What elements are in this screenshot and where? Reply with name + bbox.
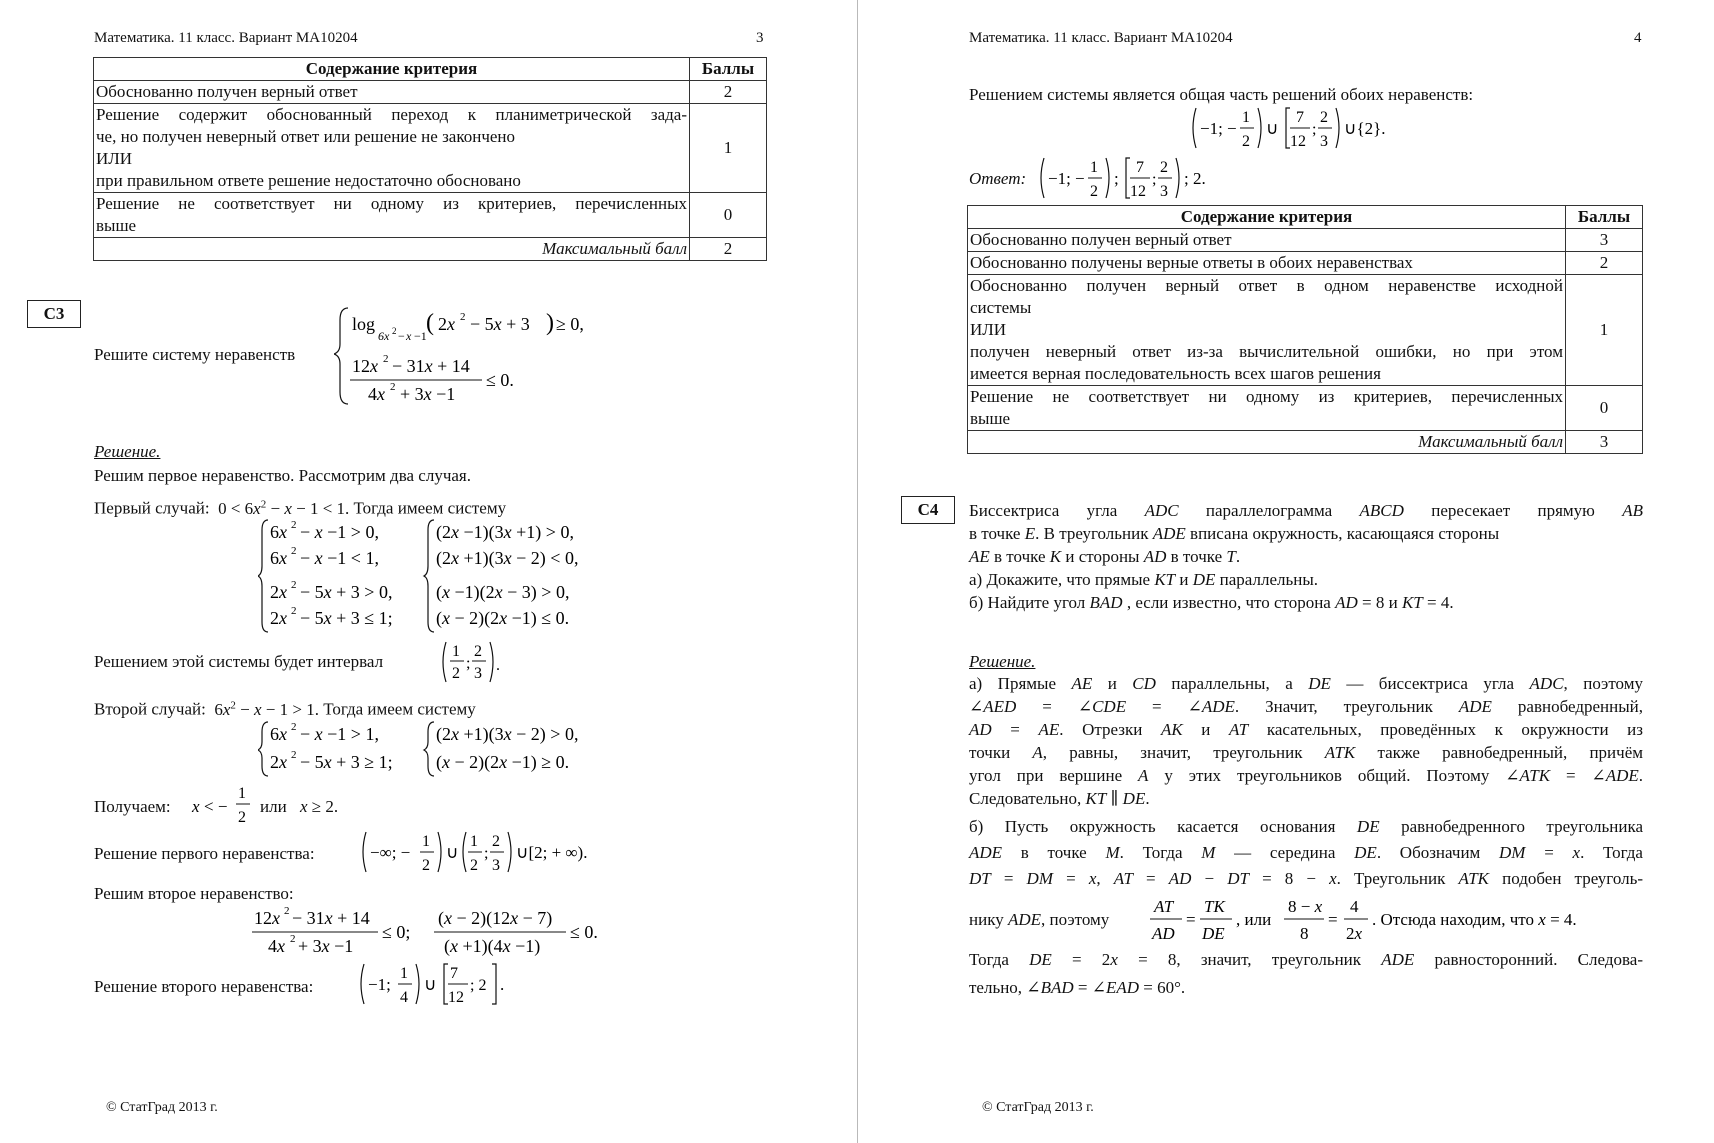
svg-text:AD: AD <box>1152 924 1175 943</box>
svg-text:12: 12 <box>1290 133 1306 150</box>
svg-text:≤ 0.: ≤ 0. <box>570 922 598 942</box>
c4-part-a-text: а) Докажите, что прямые <box>969 570 1151 589</box>
svg-text:−: − <box>398 329 405 343</box>
svg-text:log: log <box>352 314 376 334</box>
svg-text:12: 12 <box>1130 183 1146 200</box>
solution-heading: Решение. <box>969 652 1036 671</box>
svg-text:(x +1)(4x −1): (x +1)(4x −1) <box>444 936 541 956</box>
svg-text:1: 1 <box>470 833 478 850</box>
svg-text:6x: 6x <box>270 548 287 568</box>
criterion-line: Обоснованно получен верный ответ в одном неравенстве исходной <box>970 276 1563 295</box>
col-criterion-header: Содержание критерия <box>94 58 690 81</box>
svg-text:2: 2 <box>290 933 296 945</box>
svg-text:;: ; <box>484 845 489 862</box>
svg-text:;: ; <box>1152 171 1157 188</box>
svg-text:+ 3x −1: + 3x −1 <box>400 384 456 404</box>
svg-text:∪[2; + ∞).: ∪[2; + ∞). <box>516 843 588 862</box>
col-points-header: Баллы <box>690 58 767 81</box>
svg-text:2: 2 <box>390 381 396 393</box>
svg-text:6x: 6x <box>378 329 390 343</box>
table-row <box>94 81 767 104</box>
svg-text:−1;: −1; <box>368 975 391 994</box>
criterion-line: Решение не соответствует ни одному из критериев, перечисленных <box>96 194 687 213</box>
solution-line: нику ADE, поэтому <box>969 910 1110 929</box>
c4-part-a: а) Докажите, что прямые KT и DE параллельны. <box>969 570 1319 589</box>
solution-line: тельно, ∠BAD = ∠EAD = 60°. <box>969 978 1186 997</box>
task-label-c4: С4 <box>901 496 955 524</box>
svg-text:;: ; <box>1114 169 1119 188</box>
svg-text:x: x <box>192 797 200 816</box>
solution-paragraph: Решим первое неравенство. Рассмотрим два случая. <box>94 466 471 485</box>
svg-text:;: ; <box>1312 121 1317 138</box>
svg-text:≥ 0,: ≥ 0, <box>556 314 584 334</box>
svg-text:< −: < − <box>204 797 228 816</box>
second-inequality-formula <box>248 900 628 960</box>
svg-text:x: x <box>406 329 412 343</box>
svg-text:6x: 6x <box>270 522 287 542</box>
svg-text:;: ; <box>466 655 471 672</box>
page-number: 4 <box>1634 30 1642 46</box>
criteria-table <box>967 205 1643 454</box>
solution-paragraph: Второй случай: $6x^2 - x - 1 > 1$. Тогда имеем систему <box>94 699 476 719</box>
page-4 <box>858 0 1714 1143</box>
svg-text:− 5x + 3: − 5x + 3 <box>470 314 530 334</box>
c4-statement-line: Биссектриса угла ADC параллелограмма ABCD пересекает прямую AB <box>969 501 1643 520</box>
svg-text:3: 3 <box>1320 133 1328 150</box>
svg-text:− 5x + 3 > 0,: − 5x + 3 > 0, <box>300 582 393 602</box>
max-score-value: 3 <box>1566 431 1643 454</box>
solution-line: б) Пусть окружность касается основания DE равнобедренного треугольника <box>969 817 1643 836</box>
table-row <box>968 252 1643 275</box>
svg-text:2: 2 <box>460 311 466 323</box>
svg-text:; 2: ; 2 <box>470 977 487 994</box>
criterion-line: ИЛИ <box>96 149 133 168</box>
svg-text:− 5x + 3 ≥ 1;: − 5x + 3 ≥ 1; <box>300 752 393 772</box>
case1-system-formula <box>258 516 618 636</box>
solution-line: ADE в точке M. Тогда M — середина DE. Обозначим DM = x. Тогда <box>969 843 1643 862</box>
svg-text:− 31x + 14: − 31x + 14 <box>292 908 370 928</box>
svg-text:=: = <box>1186 910 1196 929</box>
svg-text:2: 2 <box>492 833 500 850</box>
c4-part-b: б) Найдите угол BAD , если известно, что сторона AD = 8 и KT = 4. <box>969 593 1454 612</box>
solution-line: Следовательно, KT ∥ DE. <box>969 789 1150 808</box>
svg-text:− 5x + 3 ≤ 1;: − 5x + 3 ≤ 1; <box>300 608 393 628</box>
c4-part-b-text: б) Найдите угол <box>969 593 1086 612</box>
solution-line: ∠AED = ∠CDE = ∠ADE. Значит, треугольник ADE равнобедренный, <box>969 697 1643 716</box>
page-number: 3 <box>756 30 764 46</box>
table-row <box>94 193 767 238</box>
solution-paragraph: Решение второго неравенства: <box>94 977 314 996</box>
svg-text:−1; −: −1; − <box>1200 119 1237 138</box>
solution-line: DT = DM = x, AT = AD − DT = 8 − x. Треугольник ATK подобен треуголь- <box>969 869 1644 888</box>
svg-text:12x: 12x <box>352 356 378 376</box>
case-label: Второй случай: <box>94 699 206 719</box>
solution-paragraph: Решение первого неравенства: <box>94 844 315 863</box>
criterion-points: 1 <box>1566 275 1643 386</box>
solution-line: AD = AE. Отрезки AK и AT касательных, проведённых к окружности из <box>969 720 1643 739</box>
solution-paragraph: Получаем: <box>94 797 171 816</box>
svg-text:7: 7 <box>1296 109 1304 126</box>
criterion-line: выше <box>970 409 1011 428</box>
svg-text:2: 2 <box>452 665 460 682</box>
col-points-header: Баллы <box>1566 206 1643 229</box>
svg-text:; 2.: ; 2. <box>1184 169 1206 188</box>
svg-text:− x −1 < 1,: − x −1 < 1, <box>300 548 379 568</box>
svg-text:2: 2 <box>422 857 430 874</box>
solution-paragraph: Решением системы является общая часть решений обоих неравенств: <box>969 85 1474 104</box>
criterion-line: че, но получен неверный ответ или решение не закончено <box>96 127 516 146</box>
svg-text:1: 1 <box>400 965 408 982</box>
svg-text:.: . <box>496 657 500 674</box>
svg-text:2: 2 <box>1242 133 1250 150</box>
svg-text:2x: 2x <box>1346 924 1363 943</box>
svg-text:2: 2 <box>291 721 297 733</box>
svg-text:12x: 12x <box>254 908 280 928</box>
criterion-line: при правильном ответе решение недостаточно обосновано <box>96 171 521 190</box>
svg-text:− x −1 > 0,: − x −1 > 0, <box>300 522 379 542</box>
svg-text:8 − x: 8 − x <box>1288 897 1323 916</box>
table-row <box>968 229 1643 252</box>
col-criterion-header: Содержание критерия <box>968 206 1566 229</box>
task-system-formula <box>334 300 634 410</box>
criterion-points: 1 <box>690 104 767 193</box>
max-score-label: Максимальный балл <box>968 431 1566 454</box>
svg-text:1: 1 <box>422 833 430 850</box>
svg-text:2: 2 <box>474 643 482 660</box>
svg-text:7: 7 <box>450 965 458 982</box>
svg-text:2: 2 <box>291 749 297 761</box>
case2-system-formula <box>258 718 618 778</box>
case-text: Тогда имеем систему <box>353 498 507 518</box>
table-row <box>968 386 1643 431</box>
svg-text:(x −1)(2x − 3) > 0,: (x −1)(2x − 3) > 0, <box>436 582 570 602</box>
svg-text:2: 2 <box>291 605 297 617</box>
svg-text:3: 3 <box>474 665 482 682</box>
svg-text:(x − 2)(2x −1) ≤ 0.: (x − 2)(2x −1) ≤ 0. <box>436 608 570 628</box>
similarity-formula <box>1148 892 1648 946</box>
criterion-text: Обоснованно получены верные ответы в обоих неравенствах <box>968 252 1566 275</box>
page-header: Математика. 11 класс. Вариант МА10204 <box>94 30 358 46</box>
svg-text:=: = <box>1328 910 1338 929</box>
c4-statement-line: AE в точке K и стороны AD в точке T. <box>969 547 1241 566</box>
case-label: Первый случай: <box>94 498 210 518</box>
svg-text:≤ 0;: ≤ 0; <box>382 922 411 942</box>
svg-text:(2x −1)(3x +1) > 0,: (2x −1)(3x +1) > 0, <box>436 522 574 542</box>
svg-text:4x: 4x <box>368 384 385 404</box>
criterion-line: ИЛИ <box>970 320 1007 339</box>
svg-text:2x: 2x <box>270 582 287 602</box>
criteria-table <box>93 57 767 261</box>
solution-heading: Решение. <box>94 442 161 461</box>
criterion-text <box>94 193 690 238</box>
svg-text:(: ( <box>426 310 434 336</box>
svg-text:2: 2 <box>291 545 297 557</box>
table-row <box>968 275 1643 386</box>
svg-text:+ 3x −1: + 3x −1 <box>298 936 354 956</box>
svg-text:1: 1 <box>452 643 460 660</box>
svg-text:3: 3 <box>1160 183 1168 200</box>
svg-text:1: 1 <box>1090 159 1098 176</box>
c4-statement-line: в точке E. В треугольник ADE вписана окружность, касающаяся стороны <box>969 524 1500 543</box>
svg-text:2: 2 <box>291 579 297 591</box>
solution-line: точки A, равны, значит, треугольник ATK также равнобедренный, причём <box>969 743 1644 762</box>
criterion-points: 0 <box>690 193 767 238</box>
svg-text:≤ 0.: ≤ 0. <box>486 370 514 390</box>
svg-text:(x − 2)(12x − 7): (x − 2)(12x − 7) <box>438 908 553 928</box>
solution-paragraph: Первый случай: $0 < 6x^2 - x - 1 < 1$. Тогда имеем систему <box>94 498 507 518</box>
solution-line: угол при вершине A у этих треугольников общий. Поэтому ∠ATK = ∠ADE. <box>969 766 1643 785</box>
svg-text:2: 2 <box>392 326 397 336</box>
svg-text:−∞; −: −∞; − <box>370 843 411 862</box>
svg-text:2x: 2x <box>438 314 455 334</box>
criterion-points: 2 <box>1566 252 1643 275</box>
interval-formula <box>440 638 520 686</box>
criterion-line: Решение не соответствует ни одному из критериев, перечисленных <box>970 387 1563 406</box>
answer-label: Ответ: <box>969 169 1027 188</box>
svg-text:1: 1 <box>238 785 246 802</box>
svg-text:TK: TK <box>1204 897 1225 916</box>
svg-text:−1; −: −1; − <box>1048 169 1085 188</box>
case2-result-end: x ≥ 2. <box>300 797 339 816</box>
solution-line: а) Прямые AE и CD параллельны, а DE — биссектриса угла ADC, поэтому <box>969 674 1643 693</box>
case-text: Тогда имеем систему <box>323 699 476 719</box>
criterion-line: имеется верная последовательность всех шагов решения <box>970 364 1381 383</box>
svg-text:2: 2 <box>1160 159 1168 176</box>
answer-formula <box>1038 154 1258 204</box>
svg-text:3: 3 <box>492 857 500 874</box>
criterion-points: 2 <box>690 81 767 104</box>
svg-text:2: 2 <box>238 809 246 826</box>
svg-text:2: 2 <box>470 857 478 874</box>
svg-text:6x: 6x <box>270 724 287 744</box>
svg-text:2: 2 <box>1320 109 1328 126</box>
criterion-line: системы <box>970 298 1032 317</box>
table-row <box>94 238 767 261</box>
svg-text:4: 4 <box>400 989 408 1006</box>
second-inequality-solution <box>358 960 518 1010</box>
svg-text:2x: 2x <box>270 752 287 772</box>
svg-text:7: 7 <box>1136 159 1144 176</box>
max-score-label: Максимальный балл <box>94 238 690 261</box>
svg-text:1: 1 <box>1242 109 1250 126</box>
svg-text:−1: −1 <box>414 329 427 343</box>
page-footer: © СтатГрад 2013 г. <box>982 1100 1094 1115</box>
svg-text:2x: 2x <box>270 608 287 628</box>
max-score-value: 2 <box>690 238 767 261</box>
page-header: Математика. 11 класс. Вариант МА10204 <box>969 30 1233 46</box>
svg-text:12: 12 <box>448 989 464 1006</box>
system-solution-formula <box>1190 104 1450 154</box>
solution-paragraph: Решением этой системы будет интервал <box>94 652 384 671</box>
solution-line: Тогда DE = 2x = 8, значит, треугольник ADE равносторонний. Следова- <box>969 950 1643 969</box>
svg-text:): ) <box>546 310 554 336</box>
svg-text:∪: ∪ <box>1266 119 1279 138</box>
svg-text:∪{2}.: ∪{2}. <box>1344 119 1386 138</box>
criterion-text <box>968 275 1566 386</box>
svg-text:4x: 4x <box>268 936 285 956</box>
task-text: Решите систему неравенств <box>94 345 296 364</box>
task-label-c3: С3 <box>27 300 81 328</box>
svg-text:8: 8 <box>1300 924 1309 943</box>
criterion-text: Обоснованно получен верный ответ <box>968 229 1566 252</box>
svg-text:(2x +1)(3x − 2) > 0,: (2x +1)(3x − 2) > 0, <box>436 724 579 744</box>
or-word: или <box>260 797 287 816</box>
svg-text:∪: ∪ <box>424 975 437 994</box>
svg-text:AT: AT <box>1154 897 1174 916</box>
first-inequality-solution <box>360 828 630 878</box>
criterion-line: получен неверный ответ из-за вычислительной ошибки, но при этом <box>970 342 1563 361</box>
answer-label-text: Ответ <box>969 169 1021 188</box>
svg-text:. Отсюда находим, что x = 4.: . Отсюда находим, что x = 4. <box>1372 910 1577 929</box>
table-row <box>968 431 1643 454</box>
criterion-points: 3 <box>1566 229 1643 252</box>
svg-text:− 31x + 14: − 31x + 14 <box>392 356 470 376</box>
svg-text:4: 4 <box>1350 897 1359 916</box>
svg-text:(x − 2)(2x −1) ≥ 0.: (x − 2)(2x −1) ≥ 0. <box>436 752 570 772</box>
svg-text:, или: , или <box>1236 910 1272 929</box>
page-footer: © СтатГрад 2013 г. <box>106 1100 218 1115</box>
criterion-text <box>968 386 1566 431</box>
solution-paragraph: Решим второе неравенство: <box>94 884 294 903</box>
svg-text:2: 2 <box>291 519 297 531</box>
svg-text:2: 2 <box>284 905 290 917</box>
svg-text:DE: DE <box>1202 924 1225 943</box>
svg-text:2: 2 <box>383 353 389 365</box>
svg-text:∪: ∪ <box>446 843 459 862</box>
criterion-line: выше <box>96 216 137 235</box>
svg-text:.: . <box>500 975 505 994</box>
criterion-text <box>94 104 690 193</box>
criterion-points: 0 <box>1566 386 1643 431</box>
svg-text:− x −1 > 1,: − x −1 > 1, <box>300 724 379 744</box>
criterion-text: Обоснованно получен верный ответ <box>94 81 690 104</box>
criterion-line: Решение содержит обоснованный переход к планиметрической зада- <box>96 105 687 124</box>
table-row <box>94 104 767 193</box>
svg-text:2: 2 <box>1090 183 1098 200</box>
svg-text:(2x +1)(3x − 2) < 0,: (2x +1)(3x − 2) < 0, <box>436 548 579 568</box>
